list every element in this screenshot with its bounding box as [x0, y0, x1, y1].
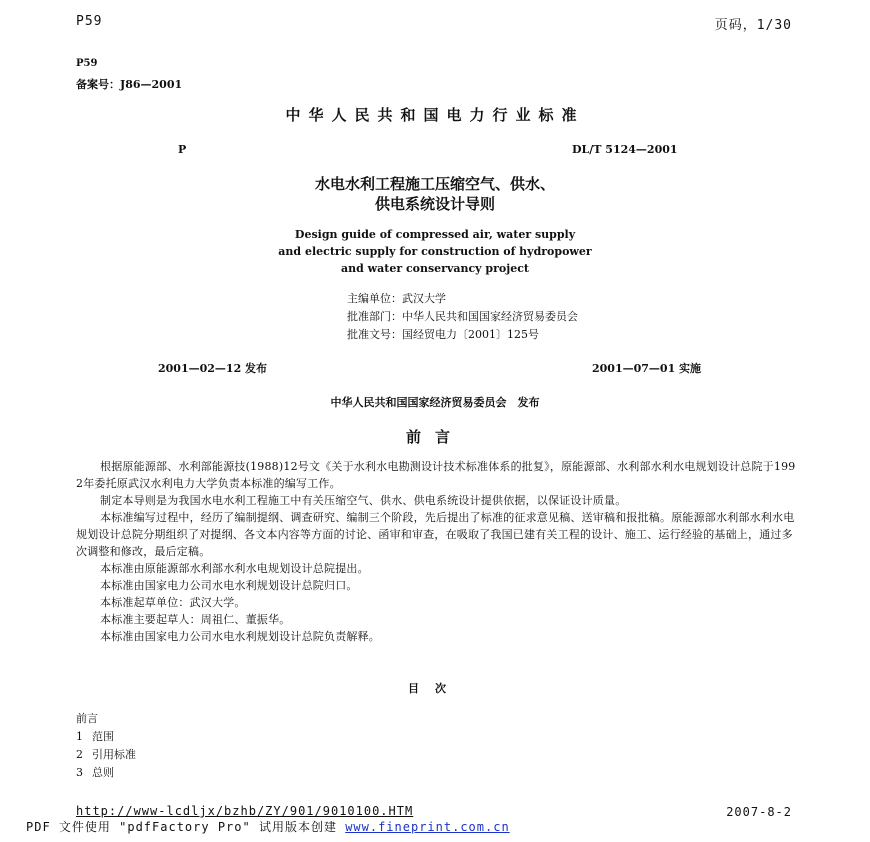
approval-document: 批准文号：国经贸电力〔2001〕125号 — [347, 328, 539, 341]
standard-class: P — [178, 143, 187, 156]
approval-department: 批准部门：中华人民共和国国家经济贸易委员会 — [347, 310, 578, 323]
document-title-en — [0, 226, 870, 277]
document-meta — [347, 290, 578, 344]
foreword-paragraph: 本标准由国家电力公司水电水利规划设计总院归口。 — [100, 579, 358, 592]
industry-standard-title: 中华人民共和国电力行业标准 — [285, 106, 585, 124]
toc-item[interactable] — [76, 728, 136, 746]
footer-date: 2007-8-2 — [726, 805, 792, 819]
toc-item-number: 1 — [76, 730, 83, 743]
issuer: 中华人民共和国国家经济贸易委员会 发布 — [330, 396, 540, 409]
title-cn-line: 水电水利工程施工压缩空气、供水、 — [314, 175, 555, 193]
implementation-date: 2001—07—01 实施 — [592, 362, 702, 375]
toc-item-number: 3 — [76, 766, 83, 779]
foreword-paragraph: 本标准由国家电力公司水电水利规划设计总院负责解释。 — [100, 630, 380, 643]
title-en-line: Design guide of compressed air, water supply — [294, 228, 576, 241]
foreword-body — [76, 458, 796, 645]
foreword-paragraph: 制定本导则是为我国水电水利工程施工中有关压缩空气、供水、供电系统设计提供依据，以保证设计质量。 — [100, 494, 627, 507]
classification-code: P59 — [76, 58, 98, 69]
chief-editor-unit: 主编单位：武汉大学 — [347, 292, 446, 305]
fineprint-link[interactable]: www.fineprint.com.cn — [345, 820, 510, 834]
foreword-paragraph: 本标准主要起草人：周祖仁、董振华。 — [100, 613, 291, 626]
table-of-contents — [76, 710, 136, 782]
page-number: 页码，1/30 — [714, 18, 792, 33]
footer-url[interactable]: http://www-lcdljx/bzhb/ZY/901/9010100.HTM — [76, 804, 414, 818]
toc-item-number: 2 — [76, 748, 83, 761]
title-en-line: and electric supply for construction of hydropower — [278, 245, 592, 258]
title-cn-line: 供电系统设计导则 — [374, 195, 495, 213]
toc-item-label: 引用标准 — [92, 748, 136, 761]
foreword-paragraph: 本标准起草单位：武汉大学。 — [100, 596, 246, 609]
page-header-code: P59 — [76, 14, 103, 29]
title-en-line: and water conservancy project — [341, 262, 529, 275]
record-number: 备案号：J86—2001 — [76, 78, 183, 91]
foreword-heading: 前言 — [405, 428, 464, 446]
foreword-paragraph: 根据原能源部、水利部能源技(1988)12号文《关于水利水电勘测设计技术标准体系的批复》，原能源部、水利部水利水电规划设计总院于1992年委托原武汉水利电力大学负责本标准的编写工作。 — [76, 460, 796, 490]
issue-date: 2001—02—12 发布 — [158, 362, 268, 375]
foreword-paragraph: 本标准由原能源部水利部水利水电规划设计总院提出。 — [100, 562, 369, 575]
toc-item-label: 总则 — [92, 766, 114, 779]
standard-number: DL/T 5124—2001 — [572, 143, 678, 156]
toc-item-label: 范围 — [92, 730, 114, 743]
toc-heading: 目次 — [408, 682, 462, 695]
pdf-creator-note — [26, 818, 510, 835]
toc-item[interactable] — [76, 746, 136, 764]
toc-item[interactable] — [76, 710, 136, 728]
document-title-cn — [0, 174, 870, 214]
pdf-note-text: PDF 文件使用 "pdfFactory Pro" 试用版本创建 — [26, 820, 337, 834]
foreword-paragraph: 本标准编写过程中，经历了编制提纲、调查研究、编制三个阶段，先后提出了标准的征求意见稿、送审稿和报批稿。原能源部水利部水利水电规划设计总院分期组织了对提纲、各文本内容等方面的讨论、函审和审查，在吸取了我国已建有关工程的设计、施工、运行经验的基础上，通过多次调整和修改，最后定稿。 — [76, 511, 795, 558]
toc-item-label: 前言 — [76, 712, 98, 725]
toc-item[interactable] — [76, 764, 136, 782]
